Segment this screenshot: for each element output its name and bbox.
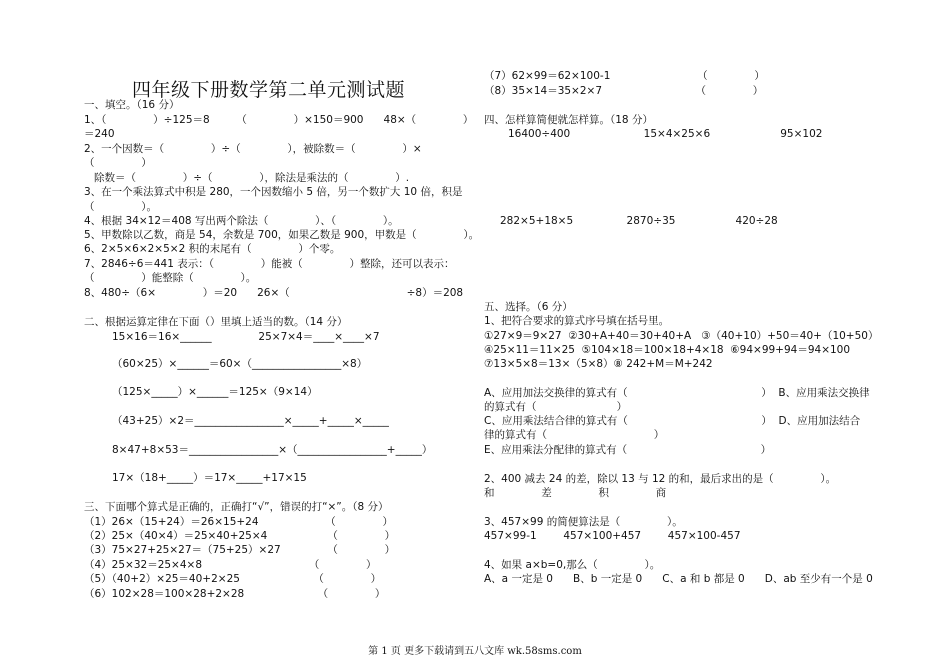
right-line: 律的算式有（ ） xyxy=(484,429,665,441)
left-line: （6）102×28＝100×28+2×28 （ ） xyxy=(84,588,386,600)
left-line: （2）25×（40×4）＝25×40+25×4 （ ） xyxy=(84,530,396,542)
left-line: （1）26×（15+24）＝26×15+24 （ ） xyxy=(84,516,394,528)
left-line: 6、2×5×6×2×5×2 积的末尾有（ ）个零。 xyxy=(84,243,341,255)
right-line: 4、如果 a×b=0,那么（ ）。 xyxy=(484,559,661,571)
left-line: 8×47+8×53＝_________________×（_________________+_____） xyxy=(112,444,433,456)
section-3-heading: 三、下面哪个算式是正确的，正确打“√”，错误的打“×”。（8 分） xyxy=(84,501,389,513)
right-line: 457×99-1 457×100+457 457×100-457 xyxy=(484,530,741,542)
left-line: 17×（18+_____）＝17×_____+17×15 xyxy=(112,472,307,484)
left-line: （4）25×32＝25×4×8 （ ） xyxy=(84,559,377,571)
right-line: 2、400 减去 24 的差，除以 13 与 12 的和，最后求出的是（ ）。 xyxy=(484,473,837,485)
left-line: 1、（ ）÷125＝8 （ ）×150＝900 48×（ ） xyxy=(84,114,474,126)
right-line: C、应用乘法结合律的算式有（ ） D、应用加法结合 xyxy=(484,415,861,427)
right-line: A、a 一定是 0 B、b 一定是 0 C、a 和 b 都是 0 D、ab 至少有一个是 0 xyxy=(484,573,873,585)
left-line: （43+25）×2＝_________________×_____+_____×_____ xyxy=(112,415,389,427)
right-line: （8）35×14＝35×2×7 （ ） xyxy=(484,85,764,97)
section-5-heading: 五、选择。（6 分） xyxy=(484,301,573,313)
right-line: ④25×11＝11×25 ⑤104×18＝100×18+4×18 ⑥94×99+94＝94×100 xyxy=(484,344,851,356)
right-line: 282×5+18×5 2870÷35 420÷28 xyxy=(500,215,778,227)
left-line: 3、在一个乘法算式中积是 280，一个因数缩小 5 倍，另一个数扩大 10 倍，积是 xyxy=(84,186,463,198)
left-line: 15×16＝16×______ 25×7×4＝____×____×7 xyxy=(112,331,380,343)
left-line: （ ） xyxy=(84,157,152,169)
left-line: （ ）。 xyxy=(84,201,157,213)
right-line: ⑦13×5×8＝13×（5×8）⑧ 242+M＝M+242 xyxy=(484,358,713,370)
left-line: 4、根据 34×12＝408 写出两个除法（ ）、（ ）。 xyxy=(84,215,399,227)
right-line: （7）62×99＝62×100-1 （ ） xyxy=(484,70,765,82)
left-line: （ ）能整除（ ）。 xyxy=(84,272,257,284)
left-line: 8、480÷（6× ）＝20 26×（ ÷8）＝208 xyxy=(84,287,464,299)
right-line: A、应用加法交换律的算式有（ ） B、应用乘法交换律 xyxy=(484,387,870,399)
left-line: ＝240 xyxy=(84,128,115,140)
right-line: 的算式有（ ） xyxy=(484,401,628,413)
section-4-heading: 四、怎样算简便就怎样算。（18 分） xyxy=(484,114,653,126)
page-footer: 第 1 页 更多下载请到五八文库 wk.58sms.com xyxy=(368,646,582,657)
right-line: 3、457×99 的简便算法是（ ）。 xyxy=(484,516,683,528)
left-line: 7、2846÷6＝441 表示：（ ）能被（ ）整除，还可以表示： xyxy=(84,258,455,270)
right-line: 和 差 积 商 xyxy=(484,487,667,499)
left-line: （3）75×27+25×27＝（75+25）×27 （ ） xyxy=(84,544,396,556)
right-line: ①27×9＝9×27 ②30+A+40＝30+40+A ③（40+10）+50＝40+（10+50） xyxy=(484,330,879,342)
left-line: 除数＝（ ）÷（ ），除法是乘法的（ ）. xyxy=(84,172,410,184)
section-2-heading: 二、根据运算定律在下面（）里填上适当的数。（14 分） xyxy=(84,316,348,328)
left-line: （5）（40+2）×25＝40+2×25 （ ） xyxy=(84,573,382,585)
right-line: 16400÷400 15×4×25×6 95×102 xyxy=(508,128,823,140)
right-line: 1、把符合要求的算式序号填在括号里。 xyxy=(484,315,670,327)
left-line: （125×_____）×______＝125×（9×14） xyxy=(112,386,318,398)
section-1-heading: 一、填空。（16 分） xyxy=(84,99,180,111)
right-line: E、应用乘法分配律的算式有（ ） xyxy=(484,444,772,456)
left-line: （60×25）×______＝60×（_________________×8） xyxy=(112,358,368,370)
left-line: 5、甲数除以乙数，商是 54，余数是 700，如果乙数是 900，甲数是（ ）。 xyxy=(84,229,480,241)
page-title: 四年级下册数学第二单元测试题 xyxy=(132,79,406,101)
left-line: 2、一个因数＝（ ）÷（ ），被除数＝（ ）× xyxy=(84,143,422,155)
